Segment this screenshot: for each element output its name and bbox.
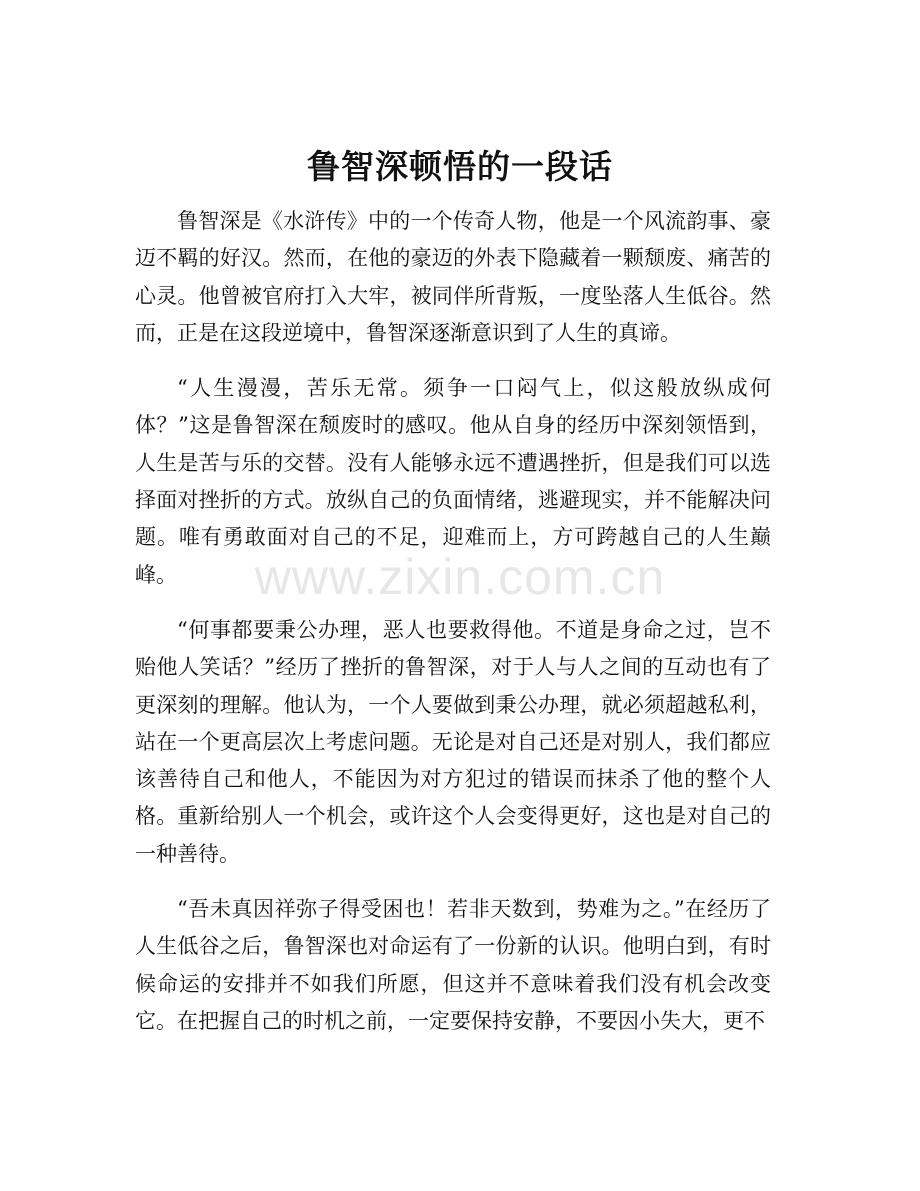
- paragraph-4: “吾未真因祥弥子得受困也！若非天数到，势难为之。”在经历了人生低谷之后，鲁智深也对命运有了一份新的认识。他明白到，有时候命运的安排并不如我们所愿，但这并不意味着我们没有机会改变它。在把握自己的时机之前，一定要保持安静，不要因小失大，更不: [135, 897, 771, 1033]
- document-title: 鲁智深顿悟的一段话: [307, 147, 613, 186]
- document-body: [135, 203, 771, 1058]
- paragraph-3: “何事都要秉公办理，恶人也要救得他。不道是身命之过，岂不贻他人笑话？”经历了挫折的鲁智深，对于人与人之间的互动也有了更深刻的理解。他认为，一个人要做到秉公办理，就必须超越私利，站在一个更高层次上考虑问题。无论是对自己还是对别人，我们都应该善待自己和他人，不能因为对方犯过的错误而抹杀了他的整个人格。重新给别人一个机会，或许这个人会变得更好，这也是对自己的一种善待。: [135, 617, 771, 866]
- paragraph-1: 鲁智深是《水浒传》中的一个传奇人物，他是一个风流韵事、豪迈不羁的好汉。然而，在他的豪迈的外表下隐藏着一颗颓废、痛苦的心灵。他曾被官府打入大牢，被同伴所背叛，一度坠落人生低谷。然而，正是在这段逆境中，鲁智深逐渐意识到了人生的真谛。: [135, 209, 771, 345]
- paragraph-2: “人生漫漫，苦乐无常。须争一口闷气上，似这般放纵成何体？”这是鲁智深在颓废时的感叹。他从自身的经历中深刻领悟到，人生是苦与乐的交替。没有人能够永远不遭遇挫折，但是我们可以选择面对挫折的方式。放纵自己的负面情绪，逃避现实，并不能解决问题。唯有勇敢面对自己的不足，迎难而上，方可跨越自己的人生巅峰。: [135, 376, 771, 587]
- watermark-text: www.zixin.com.cn: [254, 549, 666, 605]
